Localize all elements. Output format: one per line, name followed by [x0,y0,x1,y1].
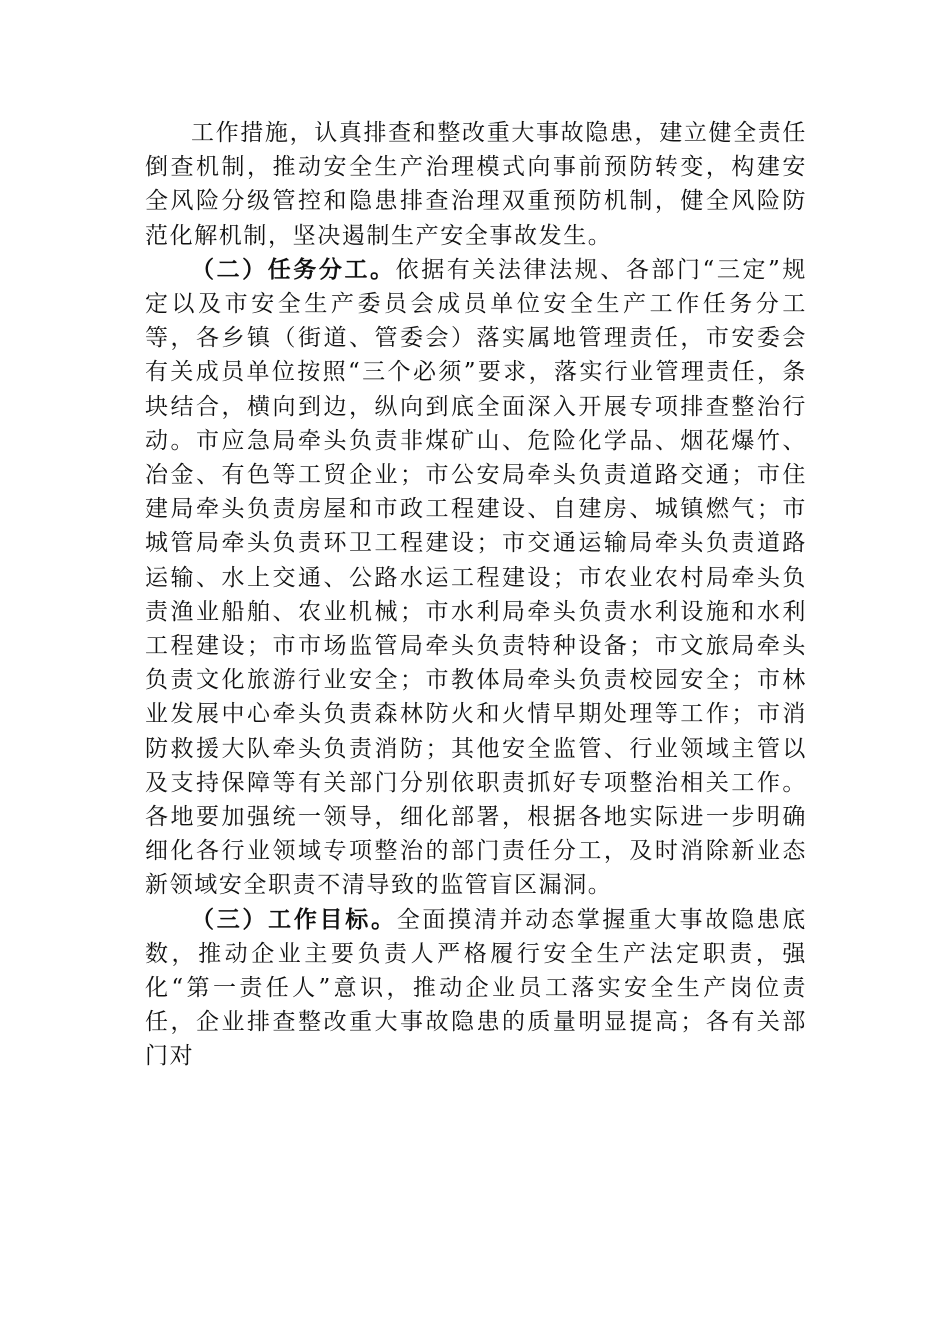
paragraph-text: 依据有关法律法规、各部门“三定”规定以及市安全生产委员会成员单位安全生产工作任务分工等，各乡镇（街道、管委会）落实属地管理责任，市安委会有关成员单位按照“三个必须”要求，落实行业管理责任，条块结合，横向到边，纵向到底全面深入开展专项排查整治行动。市应急局牵头负责非煤矿山、危险化学品、烟花爆竹、冶金、有色等工贸企业；市公安局牵头负责道路交通；市住建局牵头负责房屋和市政工程建设、自建房、城镇燃气；市城管局牵头负责环卫工程建设；市交通运输局牵头负责道路运输、水上交通、公路水运工程建设；市农业农村局牵头负责渔业船舶、农业机械；市水利局牵头负责水利设施和水利工程建设；市市场监管局牵头负责特种设备；市文旅局牵头负责文化旅游行业安全；市教体局牵头负责校园安全；市林业发展中心牵头负责森林防火和火情早期处理等工作；市消防救援大队牵头负责消防；其他安全监管、行业领域主管以及支持保障等有关部门分别依职责抓好专项整治相关工作。各地要加强统一领导，细化部署，根据各地实际进一步明确细化各行业领域专项整治的部门责任分工，及时消除新业态新领域安全职责不清导致的监管盲区漏洞。 [145,256,807,899]
section-heading-task-division: （二）任务分工。 [191,255,396,283]
paragraph-text: 工作措施，认真排查和整改重大事故隐患，建立健全责任倒查机制，推动安全生产治理模式向事前预防转变，构建安全风险分级管控和隐患排查治理双重预防机制，健全风险防范化解机制，坚决遏制生产安全事故发生。 [145,120,807,249]
paragraph-work-measures [145,116,807,253]
section-heading-work-goals: （三）工作目标。 [191,905,397,933]
paragraph-task-division [145,253,807,903]
paragraph-text: 全面摸清并动态掌握重大事故隐患底数，推动企业主要负责人严格履行安全生产法定职责，强化“第一责任人”意识，推动企业员工落实安全生产岗位责任，企业排查整改重大事故隐患的质量明显提高；各有关部门对 [145,906,807,1070]
paragraph-work-goals [145,903,807,1074]
document-body [145,116,807,1074]
